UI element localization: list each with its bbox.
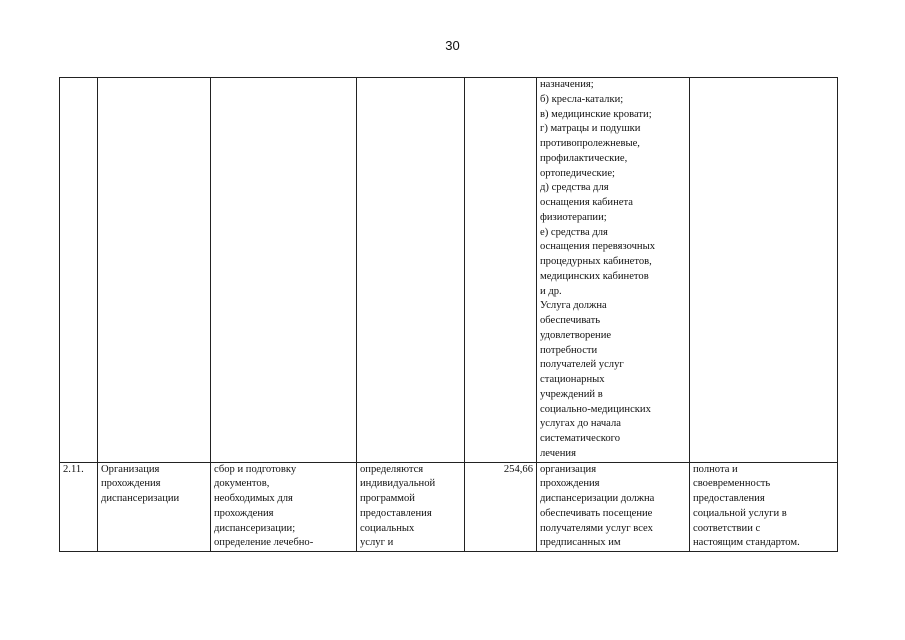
cell-quality-indicators [537,78,690,463]
cell-line: определение лечебно- [214,537,314,549]
cell-line: е) средства для [540,226,608,238]
cell-line: медицинских кабинетов [540,270,649,282]
cell-line: г) матрацы и подушки [540,123,641,135]
cell-line: прохождения [540,478,600,490]
cell-line: диспансеризации [101,493,180,504]
cell-effectiveness [690,462,838,552]
standards-table [59,77,838,552]
cell-line: своевременность [693,478,771,490]
cell-service-name [98,78,211,463]
cell-line: диспансеризации должна [540,493,655,504]
cell-line: необходимых для [214,493,293,504]
cell-line: оснащения кабинета [540,197,633,208]
cell-line: полнота и [693,463,738,475]
cell-line: б) кресла-каталки; [540,93,624,105]
cell-line: ортопедические; [540,167,615,179]
cell-line: потребности [540,344,598,356]
cell-line: 254,66 [503,463,533,475]
cell-line: социально-медицинских [540,403,651,415]
cell-line: социальной услуги в [693,507,787,519]
page-number: 30 [445,38,460,53]
cell-line: стационарных [540,374,605,385]
cell-line: диспансеризации; [214,522,296,534]
cell-line: учреждений в [540,388,603,400]
cell-delivery-terms [357,462,465,552]
cell-line: систематического [540,433,621,444]
cell-tariff [465,78,537,463]
cell-line: социальных [360,522,415,534]
cell-delivery-terms [357,78,465,463]
cell-service-name [98,462,211,552]
cell-line: услуг и [360,537,394,549]
cell-line: прохождения [214,507,274,519]
cell-quality-indicators [537,462,690,552]
cell-line: получателей услуг [540,359,624,371]
cell-line: назначения; [540,79,594,90]
cell-line: предписанных им [540,537,621,549]
cell-line: Услуга должна [540,300,607,312]
cell-line: удовлетворение [540,329,612,341]
cell-line: оснащения перевязочных [540,241,656,253]
cell-effectiveness [690,78,838,463]
cell-line: документов, [214,478,270,490]
cell-line: сбор и подготовку [214,463,297,475]
cell-line: прохождения [101,478,161,490]
table-row [60,78,838,463]
cell-line: получателями услуг всех [540,522,653,534]
cell-number [60,78,98,463]
cell-number [60,462,98,552]
cell-line: организация [540,463,597,475]
cell-line: соответствии с [693,522,761,534]
cell-tariff [465,462,537,552]
table-row [60,462,838,552]
cell-line: настоящим стандартом. [693,537,800,549]
cell-line: обеспечивать посещение [540,507,653,519]
cell-line: индивидуальной [360,478,436,490]
cell-service-description [211,462,357,552]
cell-line: определяются [360,463,424,475]
cell-line: программой [360,493,415,504]
cell-line: услугах до начала [540,418,621,430]
cell-line: противопролежневые, [540,138,640,149]
cell-line: предоставления [693,493,765,504]
cell-line: предоставления [360,507,432,519]
cell-line: процедурных кабинетов, [540,256,652,267]
cell-line: профилактические, [540,152,628,164]
cell-line: обеспечивать [540,315,601,326]
cell-line: лечения [540,447,576,459]
cell-line: и др. [540,285,562,297]
cell-line: в) медицинские кровати; [540,108,652,120]
cell-line: д) средства для [540,182,609,194]
cell-line: 2.11. [63,463,84,475]
cell-line: физиотерапии; [540,211,607,223]
cell-line: Организация [101,463,160,475]
cell-service-description [211,78,357,463]
